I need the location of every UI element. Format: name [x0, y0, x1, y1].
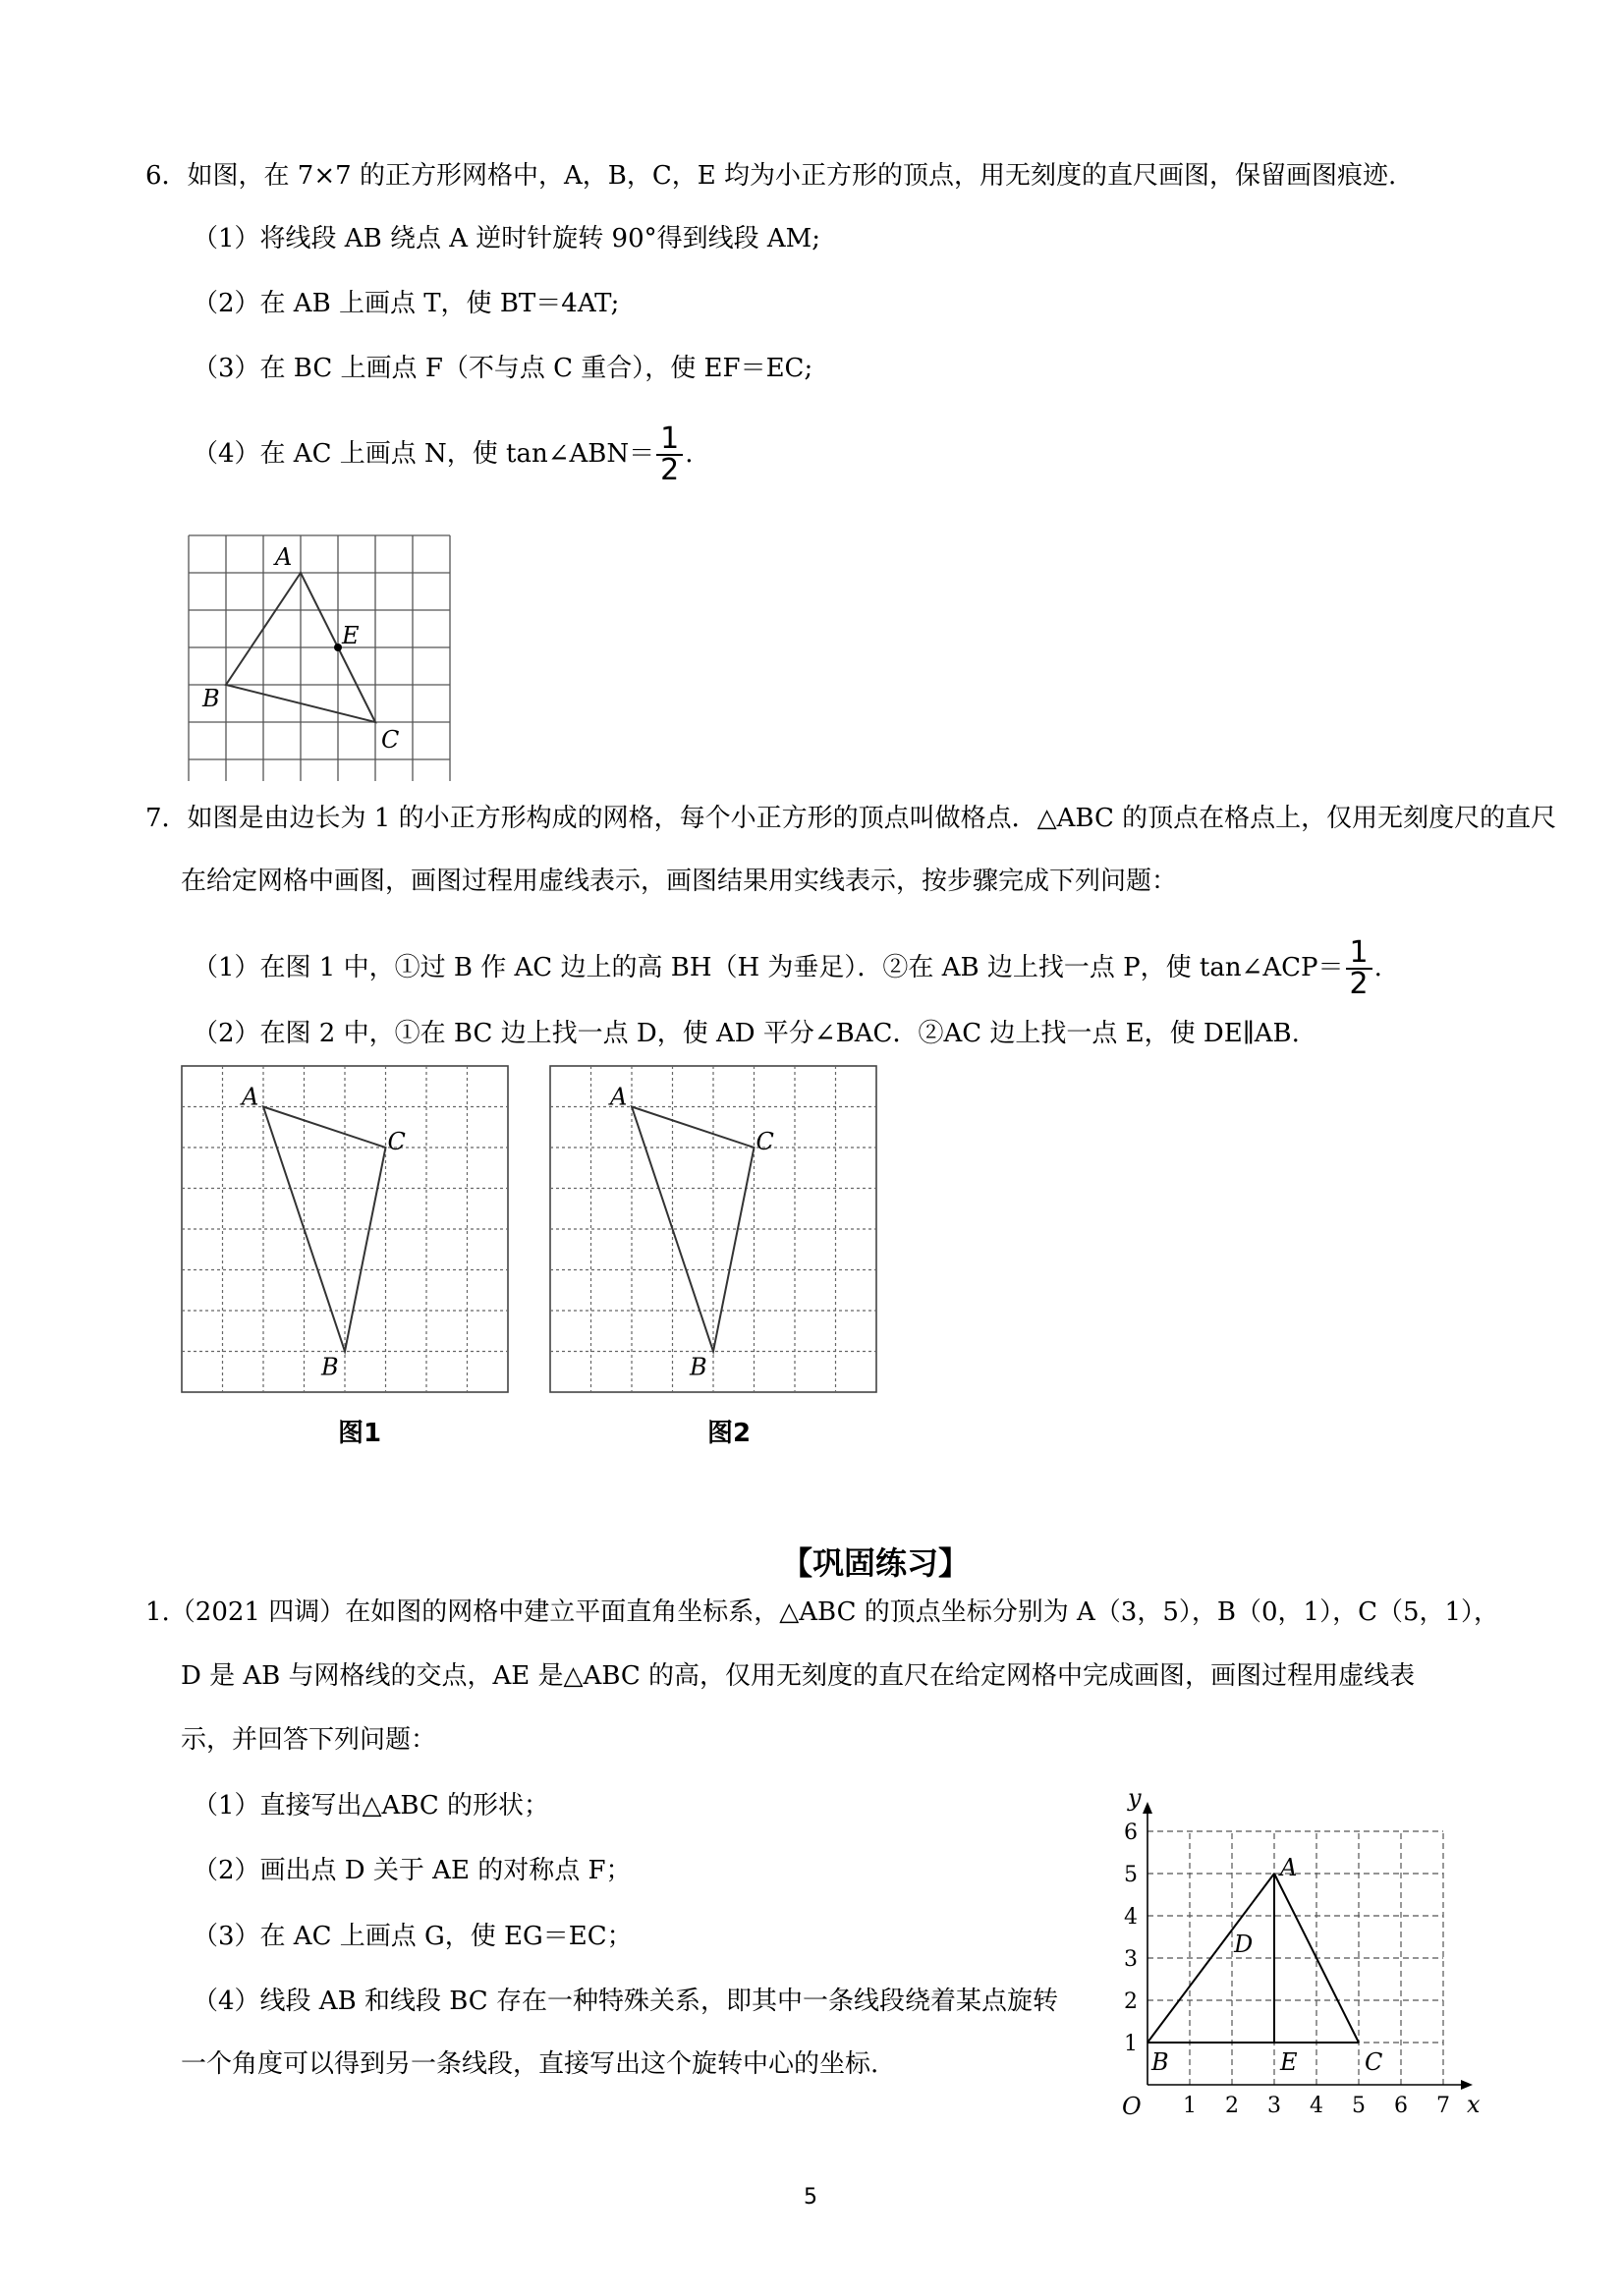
q7-fraction — [1346, 935, 1372, 1001]
label-e: E — [1280, 2048, 1298, 2076]
q7-stem-line1: 7．如图是由边长为 1 的小正方形构成的网格，每个小正方形的顶点叫做格点．△ABC 的顶点在格点上，仅用无刻度尺的直尺 — [145, 804, 1557, 833]
label-c: C — [1365, 2048, 1383, 2076]
label-origin: O — [1122, 2093, 1142, 2120]
q6-fraction — [656, 421, 683, 487]
c1-part4-line2: 一个角度可以得到另一条线段，直接写出这个旋转中心的坐标. — [181, 2049, 879, 2079]
segment-ab — [1147, 1874, 1274, 2043]
point-e-dot — [334, 644, 342, 651]
y-tick-label: 1 — [1124, 2032, 1138, 2056]
y-tick-label: 6 — [1124, 1820, 1138, 1845]
fraction-denominator: 2 — [1349, 967, 1369, 1001]
c1-part1: （1）直接写出△ABC 的形状； — [193, 1791, 550, 1820]
c1-part3: （3）在 AC 上画点 G，使 EG＝EC； — [193, 1922, 633, 1951]
q7-stem-line2: 在给定网格中画图，画图过程用虚线表示，画图结果用实线表示，按步骤完成下列问题： — [181, 867, 1178, 896]
q6-grid-figure — [187, 496, 472, 781]
label-b: B — [690, 1353, 707, 1381]
q6-part4-end: . — [685, 439, 694, 469]
label-y-axis: y — [1128, 1784, 1142, 1812]
c1-coordinate-figure — [1100, 1749, 1513, 2142]
fraction-numerator: 1 — [656, 424, 683, 456]
q7-figure-2-caption: 图2 — [707, 1419, 752, 1448]
label-c: C — [381, 726, 400, 754]
label-b: B — [321, 1353, 339, 1381]
x-tick-label: 5 — [1352, 2094, 1366, 2118]
fraction-denominator: 2 — [660, 453, 680, 487]
c1-stem-line3: 示，并回答下列问题： — [181, 1725, 437, 1755]
q7-figure-1-caption: 图1 — [338, 1419, 382, 1448]
x-tick-label: 7 — [1436, 2094, 1450, 2118]
label-a: A — [610, 1083, 628, 1111]
y-tick-label: 2 — [1124, 1989, 1138, 2014]
q6-part1: （1）将线段 AB 绕点 A 逆时针旋转 90°得到线段 AM; — [193, 224, 821, 253]
c1-part4-line1: （4）线段 AB 和线段 BC 存在一种特殊关系，即其中一条线段绕着某点旋转 — [193, 1987, 1058, 2016]
q6-part4 — [193, 421, 694, 487]
q7-part1-end: . — [1373, 953, 1382, 982]
q7-part1-text: （1）在图 1 中，①过 B 作 AC 边上的高 BH（H 为垂足）．②在 AB 边上找一点 P，使 tan∠ACP＝ — [193, 953, 1344, 982]
q6-stem: 6．如图，在 7×7 的正方形网格中，A，B，C，E 均为小正方形的顶点，用无刻度的直尺画图，保留画图痕迹. — [145, 161, 1397, 191]
q6-part4-text: （4）在 AC 上画点 N，使 tan∠ABN＝ — [193, 439, 655, 469]
x-axis-arrow — [1461, 2080, 1473, 2090]
label-a: A — [1280, 1854, 1298, 1881]
y-axis-arrow — [1143, 1802, 1152, 1814]
label-c: C — [756, 1128, 774, 1155]
x-tick-label: 2 — [1225, 2094, 1239, 2118]
x-tick-label: 1 — [1183, 2094, 1197, 2118]
c1-stem-line2: D 是 AB 与网格线的交点，AE 是△ABC 的高，仅用无刻度的直尺在给定网格中完成画图，画图过程用虚线表 — [181, 1661, 1416, 1691]
label-b: B — [1151, 2048, 1169, 2076]
q7-part2: （2）在图 2 中，①在 BC 边上找一点 D，使 AD 平分∠BAC．②AC 边上找一点 E，使 DE∥AB. — [193, 1019, 1300, 1048]
section-title: 【巩固练习】 — [781, 1544, 971, 1582]
label-e: E — [342, 622, 360, 649]
page-number: 5 — [804, 2185, 817, 2210]
x-tick-label: 4 — [1310, 2094, 1323, 2118]
y-tick-label: 5 — [1124, 1863, 1138, 1887]
c1-stem-line1: 1.（2021 四调）在如图的网格中建立平面直角坐标系，△ABC 的顶点坐标分别为 A（3，5），B（0，1），C（5，1）， — [145, 1597, 1500, 1627]
q7-figure-2 — [545, 1061, 899, 1415]
x-tick-label: 3 — [1267, 2094, 1281, 2118]
q6-part2: （2）在 AB 上画点 T，使 BT＝4AT; — [193, 289, 620, 318]
label-c: C — [387, 1128, 406, 1155]
x-tick-label: 6 — [1394, 2094, 1408, 2118]
label-b: B — [202, 685, 220, 712]
label-a: A — [242, 1083, 259, 1111]
q6-part3: （3）在 BC 上画点 F（不与点 C 重合），使 EF＝EC; — [193, 354, 813, 383]
q7-part1 — [193, 935, 1382, 1001]
fraction-numerator: 1 — [1346, 938, 1372, 970]
q7-figure-1 — [177, 1061, 531, 1415]
y-tick-label: 4 — [1124, 1905, 1138, 1930]
label-a: A — [275, 543, 293, 571]
y-tick-label: 3 — [1124, 1947, 1138, 1972]
c1-part2: （2）画出点 D 关于 AE 的对称点 F； — [193, 1856, 632, 1885]
label-x-axis: x — [1467, 2091, 1481, 2118]
label-d: D — [1234, 1931, 1254, 1958]
